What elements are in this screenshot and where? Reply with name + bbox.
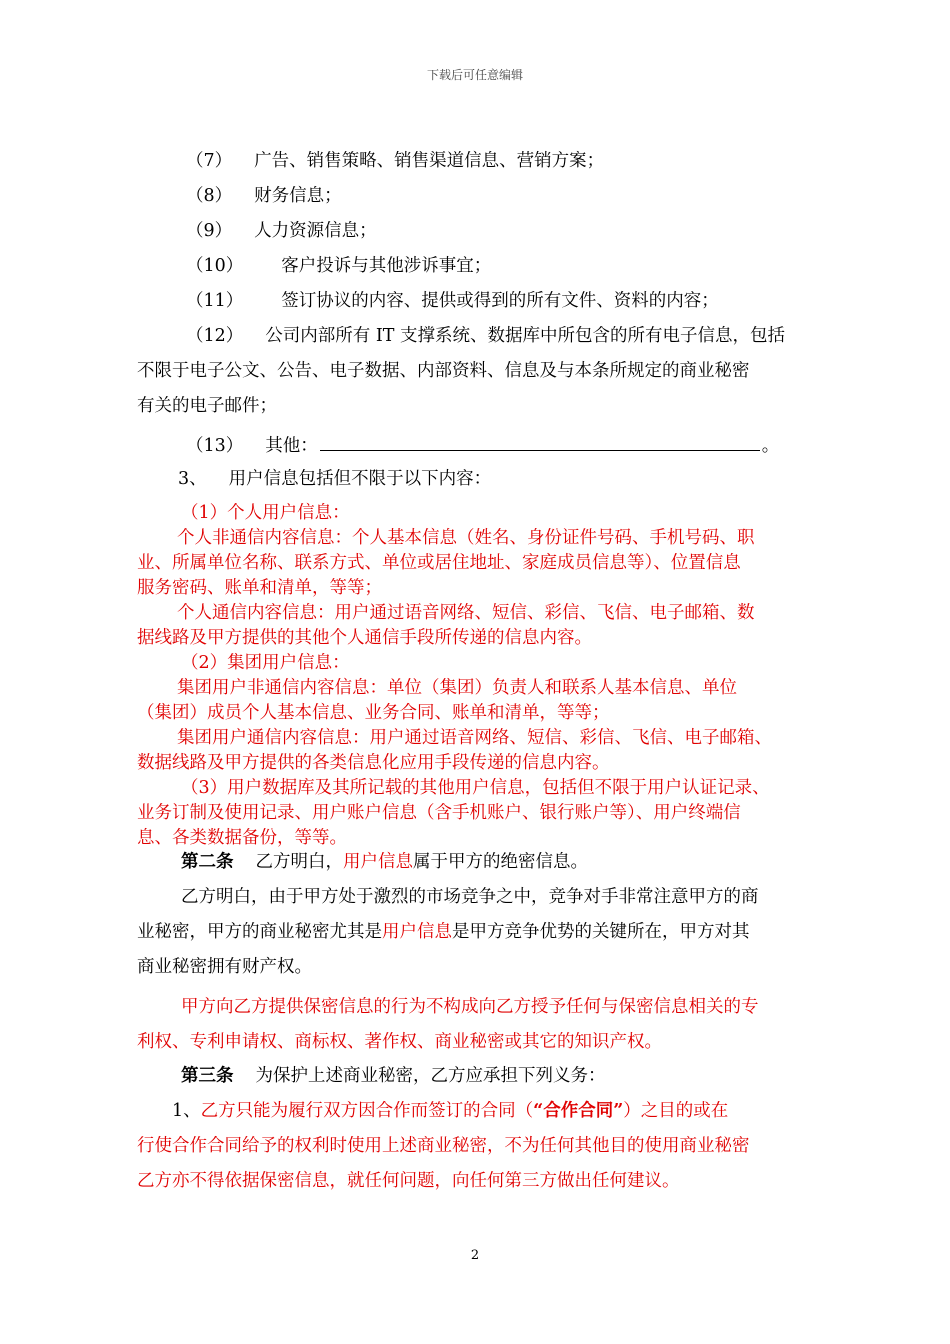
item-number: （13） bbox=[186, 436, 244, 456]
personal-noncomm-line-2: 业、所属单位名称、联系方式、单位或居住地址、家庭成员信息等）、位置信息 bbox=[137, 553, 741, 573]
article-2-para-2-line-2: 利权、专利申请权、商标权、著作权、商业秘密或其它的知识产权。 bbox=[137, 1032, 662, 1052]
article-2-para-1-line-3: 商业秘密拥有财产权。 bbox=[137, 957, 312, 977]
group-comm-line-1: 集团用户通信内容信息：用户通过语音网络、短信、彩信、飞信、电子邮箱、 bbox=[177, 728, 772, 748]
article-text: 乙方明白， bbox=[255, 852, 343, 872]
item-number: （11） bbox=[186, 291, 244, 311]
group-user-title: （2）集团用户信息： bbox=[181, 653, 350, 673]
text-segment: 业秘密，甲方的商业秘密尤其是 bbox=[137, 922, 382, 942]
text-segment: 乙方只能为履行双方因合作而签订的合同（ bbox=[200, 1101, 534, 1121]
article-3-clause-1-line-3: 乙方亦不得依据保密信息，就任何问题，向任何第三方做出任何建议。 bbox=[137, 1171, 680, 1191]
list-item-11 bbox=[186, 289, 719, 313]
personal-noncomm-line-3: 服务密码、账单和清单，等等； bbox=[137, 578, 382, 598]
list-item-13 bbox=[186, 432, 779, 458]
article-2-para-2-line-1: 甲方向乙方提供保密信息的行为不构成向乙方授予任何与保密信息相关的专 bbox=[181, 997, 759, 1017]
list-item-7 bbox=[186, 149, 604, 173]
item-end: 。 bbox=[761, 436, 780, 456]
section-3 bbox=[178, 467, 491, 491]
list-item-12-line-2: 不限于电子公文、公告、电子数据、内部资料、信息及与本条所规定的商业秘密 bbox=[137, 361, 750, 381]
user-database-line-3: 息、各类数据备份，等等。 bbox=[137, 828, 347, 848]
article-3-clause-1-line-1 bbox=[172, 1099, 728, 1123]
clause-number: 1、 bbox=[172, 1101, 201, 1121]
item-text: 签订协议的内容、提供或得到的所有文件、资料的内容； bbox=[281, 291, 719, 311]
article-label: 第二条 bbox=[181, 852, 234, 872]
list-item-9 bbox=[186, 219, 377, 243]
item-text: 广告、销售策略、销售渠道信息、营销方案； bbox=[254, 151, 605, 171]
item-text: 财务信息； bbox=[254, 186, 342, 206]
article-2-para-1-line-2 bbox=[137, 920, 750, 944]
list-item-10 bbox=[186, 254, 491, 278]
personal-comm-line-2: 据线路及甲方提供的其他个人通信手段所传递的信息内容。 bbox=[137, 628, 592, 648]
text-segment: ）之目的或在 bbox=[623, 1101, 729, 1121]
user-database-line-1: （3）用户数据库及其所记载的其他用户信息，包括但不限于用户认证记录、 bbox=[181, 778, 770, 798]
article-3-clause-1-line-2: 行使合作合同给予的权利时使用上述商业秘密，不为任何其他目的使用商业秘密 bbox=[137, 1136, 750, 1156]
section-text: 用户信息包括但不限于以下内容： bbox=[228, 469, 492, 489]
user-database-line-2: 业务订制及使用记录、用户账户信息（含手机账户、银行账户等）、用户终端信 bbox=[137, 803, 741, 823]
text-highlight: 用户信息 bbox=[382, 922, 452, 942]
item-text-line-1: 公司内部所有 IT 支撑系统、数据库中所包含的所有电子信息，包括 bbox=[265, 326, 785, 346]
page-header: 下载后可任意编辑 bbox=[426, 68, 523, 82]
group-noncomm-line-1: 集团用户非通信内容信息：单位（集团）负责人和联系人基本信息、单位 bbox=[177, 678, 737, 698]
item-number: （7） bbox=[186, 151, 233, 171]
item-number: （10） bbox=[186, 256, 244, 276]
text-segment: 是甲方竞争优势的关键所在，甲方对其 bbox=[452, 922, 750, 942]
fill-in-blank bbox=[320, 432, 760, 451]
article-text-highlight: 用户信息 bbox=[343, 852, 413, 872]
list-item-12-line-3: 有关的电子邮件； bbox=[137, 396, 277, 416]
article-text-end: 属于甲方的绝密信息。 bbox=[413, 852, 588, 872]
group-comm-line-2: 数据线路及甲方提供的各类信息化应用手段传递的信息内容。 bbox=[137, 753, 610, 773]
page-number: 2 bbox=[470, 1248, 480, 1263]
personal-noncomm-line-1: 个人非通信内容信息：个人基本信息（姓名、身份证件号码、手机号码、职 bbox=[177, 528, 755, 548]
article-2-para-1-line-1: 乙方明白，由于甲方处于激烈的市场竞争之中，竞争对手非常注意甲方的商 bbox=[181, 887, 759, 907]
item-text: 其他： bbox=[265, 436, 318, 456]
text-bold: “合作合同” bbox=[533, 1101, 624, 1121]
item-number: （12） bbox=[186, 326, 244, 346]
item-text: 人力资源信息； bbox=[254, 221, 377, 241]
article-3-heading bbox=[181, 1064, 606, 1088]
item-text: 客户投诉与其他涉诉事宜； bbox=[281, 256, 492, 276]
article-2-heading bbox=[181, 850, 588, 874]
item-number: （8） bbox=[186, 186, 233, 206]
group-noncomm-line-2: （集团）成员个人基本信息、业务合同、账单和清单，等等； bbox=[137, 703, 610, 723]
personal-user-title: （1）个人用户信息： bbox=[181, 503, 350, 523]
list-item-12 bbox=[186, 324, 785, 348]
section-number: 3、 bbox=[178, 469, 207, 489]
article-text: 为保护上述商业秘密，乙方应承担下列义务： bbox=[255, 1066, 606, 1086]
item-number: （9） bbox=[186, 221, 233, 241]
article-label: 第三条 bbox=[181, 1066, 234, 1086]
list-item-8 bbox=[186, 184, 342, 208]
personal-comm-line-1: 个人通信内容信息：用户通过语音网络、短信、彩信、飞信、电子邮箱、数 bbox=[177, 603, 755, 623]
